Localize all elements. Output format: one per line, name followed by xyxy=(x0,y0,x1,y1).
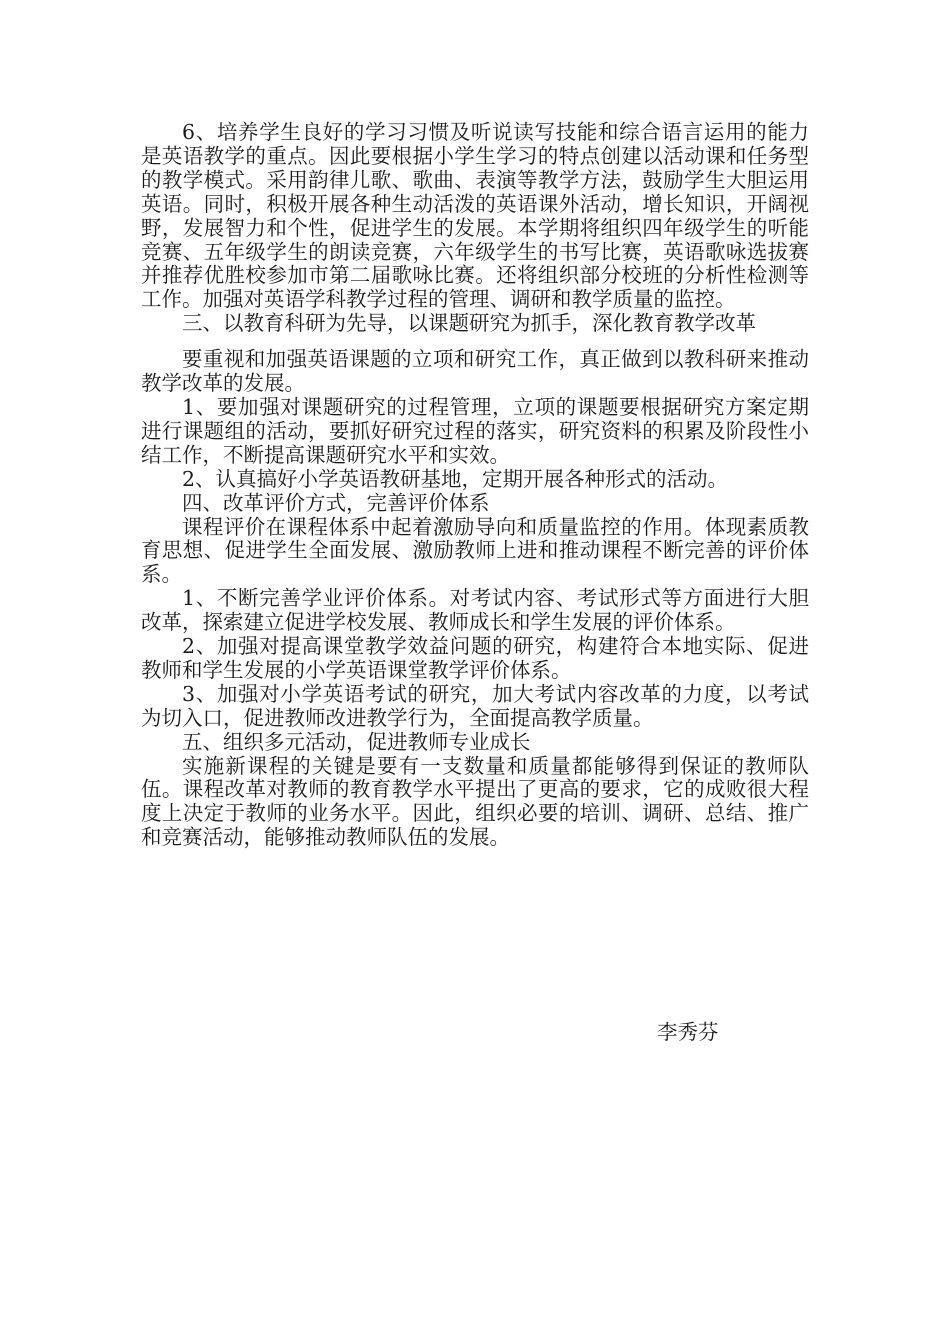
paragraph-exam-research: 3、加强对小学英语考试的研究，加大考试内容改革的力度，以考试为切入口，促进教师改进教学行为，全面提高教学质量。 xyxy=(141,681,809,730)
paragraph-academic-evaluation: 1、不断完善学业评价体系。对考试内容、考试形式等方面进行大胆改革，探索建立促进学校发展、教师成长和学生发展的评价体系。 xyxy=(141,586,809,635)
paragraph-cultivate-habits: 6、培养学生良好的学习习惯及听说读写技能和综合语言运用的能力是英语教学的重点。因此要根据小学生学习的特点创建以活动课和任务型的教学模式。采用韵律儿歌、歌曲、表演等教学方法，鼓励学生大胆运用英语。同时，积极开展各种生动活泼的英语课外活动，增长知识，开阔视野，发展智力和个性，促进学生的发展。本学期将组织四年级学生的听能竞赛、五年级学生的朗读竞赛，六年级学生的书写比赛，英语歌咏选拔赛并推荐优胜校参加市第二届歌咏比赛。还将组织部分校班的分析性检测等工作。加强对英语学科教学过程的管理、调研和教学质量的监控。 xyxy=(141,120,809,312)
paragraph-research-projects: 要重视和加强英语课题的立项和研究工作，真正做到以教科研来推动教学改革的发展。 xyxy=(141,347,809,396)
document-body xyxy=(141,121,809,850)
heading-evaluation-reform: 四、改革评价方式，完善评价体系 xyxy=(182,490,490,515)
paragraph-teacher-team: 实施新课程的关键是要有一支数量和质量都能够得到保证的教师队伍。课程改革对教师的教育教学水平提出了更高的要求，它的成败很大程度上决定于教师的业务水平。因此，组织必要的培训、调研、总结、推广和竞赛活动，能够推动教师队伍的发展。 xyxy=(141,753,809,850)
heading-teacher-growth: 五、组织多元活动，促进教师专业成长 xyxy=(182,729,531,754)
paragraph-research-base: 2、认真搞好小学英语教研基地，定期开展各种形式的活动。 xyxy=(182,466,729,491)
paragraph-course-evaluation: 课程评价在课程体系中起着激励导向和质量监控的作用。体现素质教育思想、促进学生全面发展、激励教师上进和推动课程不断完善的评价体系。 xyxy=(141,514,809,587)
paragraph-classroom-efficiency: 2、加强对提高课堂教学效益问题的研究，构建符合本地实际、促进教师和学生发展的小学英语课堂教学评价体系。 xyxy=(141,634,809,682)
author-signature: 李秀芬 xyxy=(657,1020,719,1044)
heading-research-guidance: 三、以教育科研为先导，以课题研究为抓手，深化教育教学改革 xyxy=(182,311,756,336)
paragraph-process-management: 1、要加强对课题研究的过程管理，立项的课题要根据研究方案定期进行课题组的活动，要抓好研究过程的落实，研究资料的积累及阶段性小结工作，不断提高课题研究水平和实效。 xyxy=(141,394,809,467)
